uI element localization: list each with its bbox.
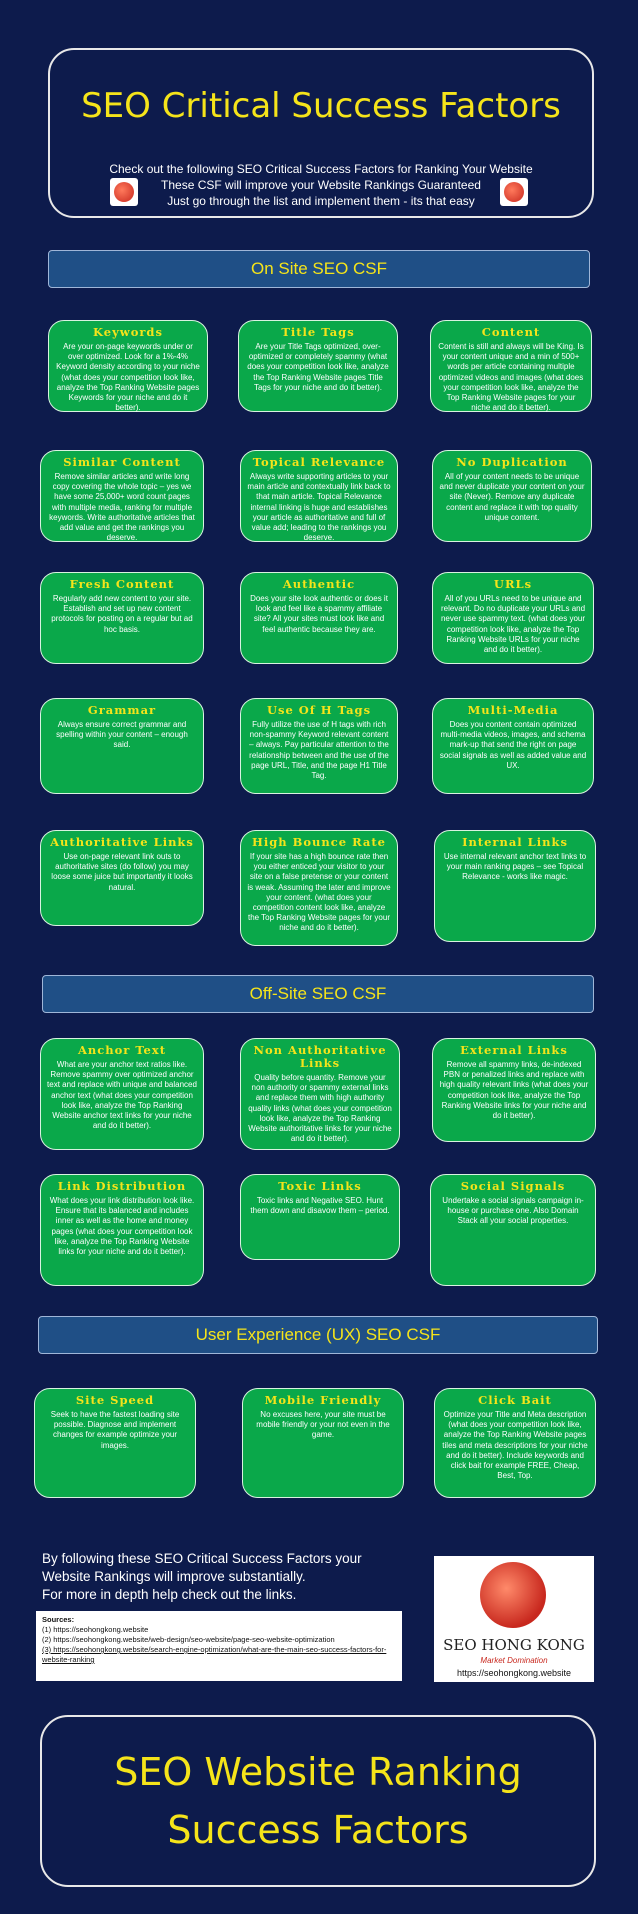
card-title-tags <box>238 320 398 412</box>
card-body: Seek to have the fastest loading site possible. Diagnose and implement changes for example optimize your images. <box>50 1410 180 1450</box>
hero-box <box>48 48 594 218</box>
card-title: Non Authoritative Links <box>253 1043 387 1070</box>
card-body: Use internal relevant anchor text links to your main ranking pages – see Topical Relevance - works like magic. <box>443 852 587 882</box>
card-no-duplication <box>432 450 592 542</box>
card-toxic-links <box>240 1174 400 1260</box>
closing-title <box>42 1743 594 1859</box>
brand-logo-box <box>434 1556 594 1682</box>
card-title: Anchor Text <box>77 1043 167 1057</box>
card-title: No Duplication <box>456 455 568 469</box>
card-title: External Links <box>460 1043 568 1057</box>
footer-line: By following these SEO Critical Success Factors your <box>42 1551 362 1566</box>
card-title: Content <box>481 325 541 339</box>
card-body: Always ensure correct grammar and spelling within your content – enough said. <box>56 720 188 750</box>
dragon-logo-icon <box>480 1562 546 1628</box>
card-title: High Bounce Rate <box>252 835 386 849</box>
source-link[interactable]: (2) https://seohongkong.website/web-design/seo-website/page-seo-website-optimization <box>42 1635 335 1644</box>
card-click-bait <box>434 1388 596 1498</box>
card-body: Toxic links and Negative SEO. Hunt them down and disavow them – period. <box>250 1196 390 1216</box>
card-h-tags <box>240 698 398 794</box>
card-body: Use on-page relevant link outs to authoritative sites (do follow) you may loose some juice but importantly it looks natural. <box>51 852 193 892</box>
card-body: What does your link distribution look like. Ensure that its balanced and includes inner as well as the home and money pages (what does your competition look like, analyze the Top Ranking Website links for your niche and do it better). <box>49 1196 195 1257</box>
hero-title: SEO Critical Success Factors <box>81 86 561 126</box>
card-non-authoritative-links <box>240 1038 400 1150</box>
card-title: Link Distribution <box>57 1179 187 1193</box>
card-title: Similar Content <box>63 455 181 469</box>
card-title: Internal Links <box>462 835 568 849</box>
card-title: Use Of H Tags <box>266 703 372 717</box>
card-body: If your site has a high bounce rate then you either enticed your visitor to your site on a false pretense or your content is weak. Assuming the later and improve your content. (what does your competition content look like, analyze the Top Ranking Website pages for your niche and do it better). <box>247 852 391 933</box>
card-body: Are your on-page keywords under or over optimized. Look for a 1%-4% Keyword density according to your niche (what does your competition look like, analyze the Top Ranking Website pages Keywords for your niche and do it better). <box>56 342 200 413</box>
card-body: Does your site look authentic or does it look and feel like a spammy affiliate site? All your sites must look like and feel authentic because they are. <box>250 594 388 634</box>
card-keywords <box>48 320 208 412</box>
closing-line: SEO Website Ranking <box>114 1750 522 1794</box>
card-internal-links <box>434 830 596 942</box>
section-onsite-header: On Site SEO CSF <box>48 250 590 288</box>
card-link-distribution <box>40 1174 204 1286</box>
card-title: Multi-Media <box>467 703 559 717</box>
footer-line: For more in depth help check out the links. <box>42 1587 297 1602</box>
card-grammar <box>40 698 204 794</box>
card-site-speed <box>34 1388 196 1498</box>
card-content <box>430 320 592 412</box>
sources-title: Sources: <box>42 1615 75 1624</box>
hero-instruction: Just go through the list and implement them - its that easy <box>167 194 475 208</box>
card-title: Authoritative Links <box>50 835 194 849</box>
card-topical-relevance <box>240 450 398 542</box>
card-title: Topical Relevance <box>252 455 386 469</box>
card-authentic <box>240 572 398 664</box>
card-authoritative-links <box>40 830 204 926</box>
source-link[interactable]: (3) https://seohongkong.website/search-engine-optimization/what-are-the-main-seo-success-factors-for-website-ranking <box>42 1645 387 1664</box>
card-multi-media <box>432 698 594 794</box>
card-title: URLs <box>493 577 533 591</box>
brand-tagline: Market Domination <box>480 1656 548 1665</box>
card-body: Remove all spammy links, de-indexed PBN or penalized links and replace with high quality relevant links (what does your competition look like, analyze the Top Ranking Website links for your niche and do it better). <box>439 1060 589 1121</box>
card-body: Remove similar articles and write long copy covering the whole topic – yes we have some 25,000+ word count pages with multiple media, ranking for multiple keywords. Write authoritative articles that add value and get the rankings you deserve. <box>49 472 195 543</box>
card-body: Quality before quantity. Remove your non authority or spammy external links and replace them with high authority quality links (what does your competition look like, analyze the Top Ranking Website authoritative links for your niche and do it better). <box>248 1073 392 1144</box>
card-body: Does you content contain optimized multi-media videos, images, and schema mark-up that send the right on page social signals as well as added value and UX. <box>439 720 587 770</box>
card-mobile-friendly <box>242 1388 404 1498</box>
hero-intro: Check out the following SEO Critical Success Factors for Ranking Your Website <box>109 162 533 176</box>
closing-box <box>40 1715 596 1887</box>
card-body: Optimize your Title and Meta description (what does your competition look like, analyze the Top Ranking Website pages tiles and meta descriptions for your niche and do it better). Include keywords and click bait for example FREE, Cheap, Best, Top. <box>442 1410 588 1481</box>
card-urls <box>432 572 594 664</box>
card-title: Authentic <box>282 577 356 591</box>
card-external-links <box>432 1038 596 1142</box>
closing-line: Success Factors <box>167 1808 469 1852</box>
card-body: All of you URLs need to be unique and relevant. Do no duplicate your URLs and never use spammy text. (what does your competition look like, analyze the Top Ranking Website URLs for your niche and do it better). <box>440 594 586 655</box>
card-title: Keywords <box>93 325 163 339</box>
card-body: What are your anchor text ratios like. Remove spammy over optimized anchor text and replace with unique and balanced anchor text (what does your competition look like, analyze the Top Ranking Website anchor text links for your niche and do it better). <box>47 1060 197 1131</box>
sources-box <box>36 1611 402 1681</box>
brand-name: SEO HONG KONG <box>443 1636 585 1654</box>
card-body: Fully utilize the use of H tags with rich non-spammy Keyword relevant content – always. Pay particular attention to the relationship between and the use of the page URL, Title, and the page H1 Title Tag. <box>249 720 389 781</box>
card-title: Social Signals <box>460 1179 566 1193</box>
card-similar-content <box>40 450 204 542</box>
card-body: Content is still and always will be King. Is your content unique and a min of 500+ words per article containing multiple optimized videos and images (what does your competition look like, analyze the Top Ranking Website pages for your niche and do it better). <box>438 342 584 413</box>
card-high-bounce-rate <box>240 830 398 946</box>
card-social-signals <box>430 1174 596 1286</box>
card-body: Undertake a social signals campaign in-house or purchase one. Also Domain Stack all your social properties. <box>442 1196 584 1226</box>
card-body: Are your Title Tags optimized, over-optimized or completely spammy (what does your competition look like, analyze the Top Ranking Website pages Title Tags for your niche and do it better). <box>247 342 389 392</box>
card-title: Click Bait <box>478 1393 552 1407</box>
card-title: Grammar <box>87 703 157 717</box>
section-ux-header: User Experience (UX) SEO CSF <box>38 1316 598 1354</box>
card-title: Site Speed <box>75 1393 155 1407</box>
card-body: Always write supporting articles to your main article and contextually link back to that main article. Topical Relevance internal linking is huge and establishes your article as authoritative and full of value add; leading to the rankings you deserve. <box>247 472 391 543</box>
hero-guarantee: These CSF will improve your Website Rankings Guaranteed <box>161 178 481 192</box>
card-body: No excuses here, your site must be mobile friendly or your not even in the game. <box>256 1410 390 1440</box>
card-title: Toxic Links <box>278 1179 362 1193</box>
section-offsite-header: Off-Site SEO CSF <box>42 975 594 1013</box>
card-body: Regularly add new content to your site. Establish and set up new content protocols for posting on a regular but ad hoc basis. <box>51 594 193 634</box>
brand-url[interactable]: https://seohongkong.website <box>456 1668 572 1678</box>
dragon-logo-icon <box>110 178 138 206</box>
card-title: Mobile Friendly <box>264 1393 382 1407</box>
card-title: Title Tags <box>281 325 355 339</box>
card-fresh-content <box>40 572 204 664</box>
source-link[interactable]: (1) https://seohongkong.website <box>42 1625 149 1634</box>
card-body: All of your content needs to be unique and never duplicate your content on your site (Never). Remove any duplicate content and replace it with top quality unique content. <box>439 472 585 522</box>
card-anchor-text <box>40 1038 204 1150</box>
footer-summary <box>42 1550 362 1604</box>
dragon-logo-icon <box>500 178 528 206</box>
card-title: Fresh Content <box>69 577 175 591</box>
footer-line: Website Rankings will improve substantially. <box>42 1569 306 1584</box>
